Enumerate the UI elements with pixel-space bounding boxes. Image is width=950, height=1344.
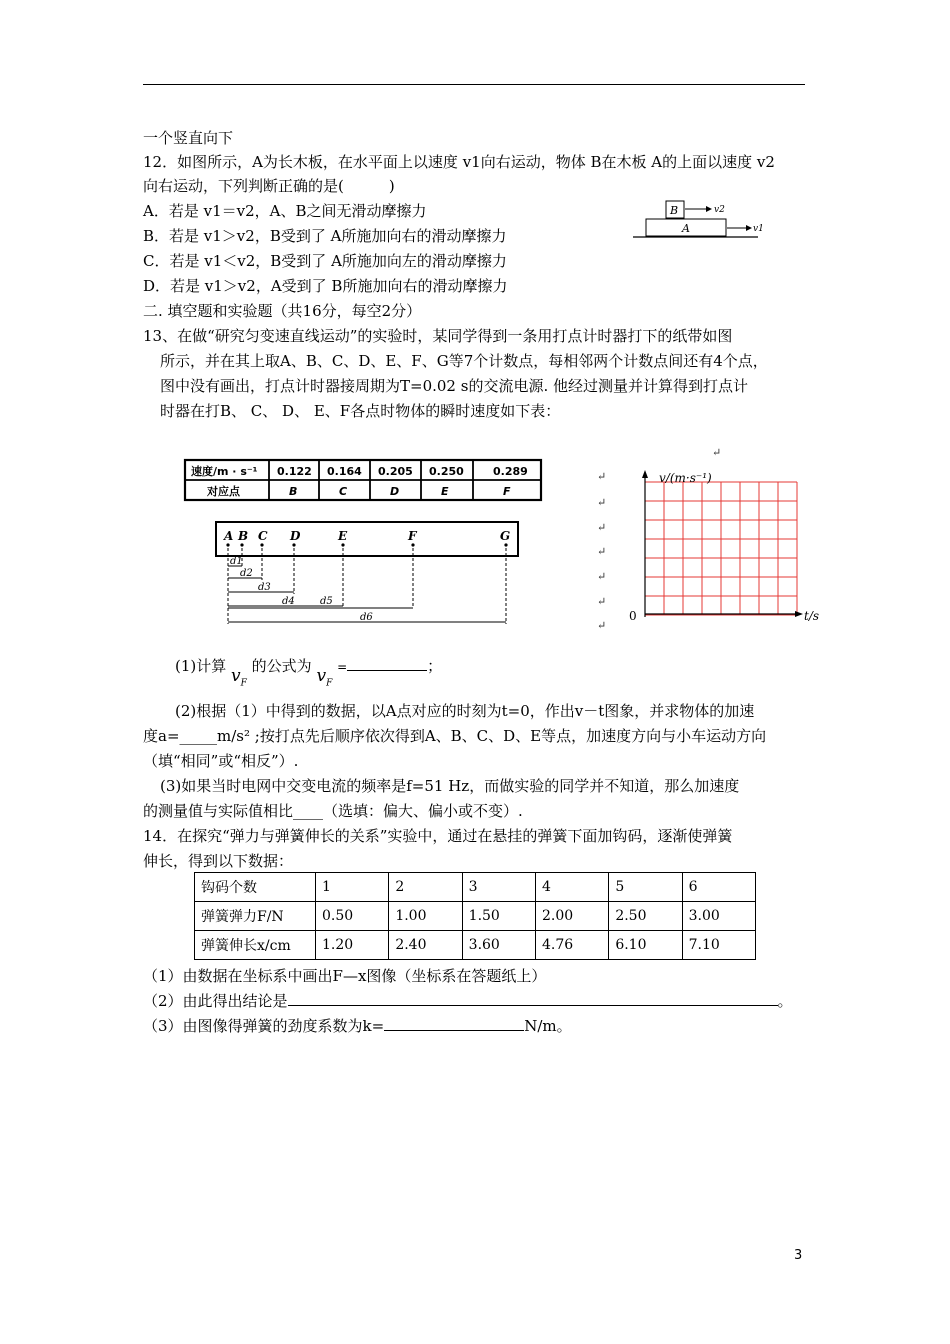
q13-part3-line2: 的测量值与实际值相比____（选填：偏大、偏小或不变）.	[143, 802, 523, 820]
table-cell: 0.50	[316, 902, 389, 931]
point-e: E	[441, 485, 449, 498]
return-mark: ↵	[712, 446, 722, 459]
table-row	[195, 902, 756, 931]
q12-option-a: A．若是 v1＝v2，A、B之间无滑动摩擦力	[143, 202, 427, 220]
tape-d1: d1	[230, 556, 243, 567]
tape-d6: d6	[360, 612, 373, 623]
tape-d5: d5	[320, 596, 333, 607]
tape-a: A	[224, 529, 234, 543]
q13-part1-eq: =	[337, 660, 348, 674]
q13-part3-line1: (3)如果当时电网中交变电流的频率是f=51 Hz，而做实验的同学并不知道，那么加速度	[160, 777, 740, 795]
q14-part3-blank[interactable]	[384, 1016, 524, 1031]
q13-part1	[175, 656, 443, 689]
v2-label: v2	[714, 205, 725, 215]
q13-vt-graph	[625, 462, 825, 627]
q12-option-c: C．若是 v1＜v2，B受到了 A所施加向左的滑动摩擦力	[143, 252, 507, 270]
table-cell: 弹簧弹力F/N	[195, 902, 316, 931]
q14-data-table	[194, 872, 756, 960]
q14-part3-end: N/m。	[524, 1017, 572, 1035]
speed-b: 0.122	[277, 465, 312, 478]
table-cell: 4.76	[535, 931, 608, 960]
q13-part2-line3: （填“相同”或“相反”）.	[143, 752, 299, 770]
tape-c: C	[258, 529, 268, 543]
speed-d: 0.205	[378, 465, 413, 478]
tape-d: D	[290, 529, 301, 543]
q14-part2	[143, 991, 793, 1011]
q13-part1-blank[interactable]	[347, 656, 427, 671]
section-2-heading: 二. 填空题和实验题（共16分，每空2分）	[143, 302, 422, 320]
return-mark: ↵	[597, 521, 607, 534]
q13-part2-line1: (2)根据（1）中得到的数据，以A点对应的时刻为t=0，作出v－t图象，并求物体的加速	[175, 702, 755, 720]
q13-part1-end: ；	[427, 657, 443, 675]
v1-label: v1	[753, 224, 764, 234]
q14-stem-line2: 伸长，得到以下数据：	[143, 852, 294, 870]
tape-f: F	[408, 529, 417, 543]
q14-part2-end: 。	[777, 992, 793, 1010]
return-mark: ↵	[597, 545, 607, 558]
tape-d3: d3	[258, 582, 271, 593]
vf-symbol	[316, 666, 333, 689]
table-cell: 2.50	[609, 902, 682, 931]
header-rule	[143, 84, 805, 85]
q12-option-b: B．若是 v1＞v2，B受到了 A所施加向右的滑动摩擦力	[143, 227, 507, 245]
table-cell: 4	[535, 873, 608, 902]
graph-origin: 0	[629, 609, 637, 623]
q14-part2-prefix: （2）由此得出结论是	[143, 992, 288, 1010]
q14-part2-blank[interactable]	[288, 991, 778, 1006]
return-mark: ↵	[597, 570, 607, 583]
return-mark: ↵	[597, 470, 607, 483]
tape-e: E	[338, 529, 348, 543]
board-a-label: A	[682, 222, 690, 235]
table-cell: 3.00	[682, 902, 755, 931]
q13-speed-table	[183, 458, 545, 504]
q14-part3	[143, 1016, 572, 1036]
q12-figure	[628, 195, 768, 243]
q13-part2-line2: 度a=_____m/s² ;按打点先后顺序依次得到A、B、C、D、E等点，加速度方向与小车运动方向	[143, 727, 767, 745]
graph-x-label: t/s	[804, 609, 820, 623]
q14-stem-line1: 14．在探究“弹力与弹簧伸长的关系”实验中，通过在悬挂的弹簧下面加钩码，逐渐使弹簧	[143, 827, 733, 845]
speed-f: 0.289	[493, 465, 528, 478]
q13-stem-line2: 所示，并在其上取A、B、C、D、E、F、G等7个计数点，每相邻两个计数点间还有4个点，	[160, 352, 768, 370]
tape-b: B	[238, 529, 249, 543]
q14-part3-prefix: （3）由图像得弹簧的劲度系数为k=	[143, 1017, 385, 1035]
speed-e: 0.250	[429, 465, 464, 478]
return-mark: ↵	[597, 595, 607, 608]
table-cell: 2.40	[389, 931, 462, 960]
q13-stem-line1: 13、在做“研究匀变速直线运动”的实验时，某同学得到一条用打点计时器打下的纸带如图	[143, 327, 733, 345]
tape-g: G	[500, 529, 511, 543]
q12-stem-line2: 向右运动，下列判断正确的是( )	[143, 177, 395, 195]
q13-part1-mid: 的公式为	[251, 657, 312, 675]
table-row	[195, 931, 756, 960]
vf-symbol	[231, 666, 247, 689]
q13-stem-line4: 时器在打B、 C、 D、 E、F各点时物体的瞬时速度如下表：	[160, 402, 561, 420]
table-cell: 5	[609, 873, 682, 902]
block-b-label: B	[670, 204, 679, 217]
table-cell: 弹簧伸长x/cm	[195, 931, 316, 960]
return-mark: ↵	[597, 619, 607, 632]
q14-part1: （1）由数据在坐标系中画出F—x图像（坐标系在答题纸上）	[143, 967, 547, 985]
q11-tail: 一个竖直向下	[143, 129, 234, 147]
table-cell: 3	[462, 873, 535, 902]
vf-sub: F	[240, 678, 247, 689]
table-cell: 1.50	[462, 902, 535, 931]
q13-stem-line3: 图中没有画出，打点计时器接周期为T=0.02 s的交流电源. 他经过测量并计算得到打点计	[160, 377, 748, 395]
vf-var: v	[316, 666, 327, 686]
q13-paper-tape	[210, 518, 526, 628]
q12-stem-line1: 12．如图所示，A为长木板，在水平面上以速度 v1向右运动，物体 B在木板 A的上面以速度 v2	[143, 153, 775, 171]
vf-var: v	[231, 666, 241, 686]
point-c: C	[339, 485, 348, 498]
point-b: B	[289, 485, 298, 498]
table-cell: 6.10	[609, 931, 682, 960]
point-d: D	[390, 485, 400, 498]
page-number: 3	[794, 1248, 803, 1263]
point-f: F	[503, 485, 511, 498]
graph-y-label: v/(m·s⁻¹)	[659, 471, 712, 485]
table-cell: 钩码个数	[195, 873, 316, 902]
table-cell: 6	[682, 873, 755, 902]
speed-c: 0.164	[327, 465, 362, 478]
table-cell: 1	[316, 873, 389, 902]
point-row-header: 对应点	[207, 485, 240, 498]
q12-option-d: D．若是 v1＞v2，A受到了 B所施加向右的滑动摩擦力	[143, 277, 508, 295]
table-row	[195, 873, 756, 902]
table-cell: 1.20	[316, 931, 389, 960]
vf-sub: F	[326, 678, 333, 689]
table-cell: 1.00	[389, 902, 462, 931]
q13-part1-prefix: (1)计算	[175, 657, 227, 675]
return-mark: ↵	[597, 496, 607, 509]
table-cell: 7.10	[682, 931, 755, 960]
table-cell: 3.60	[462, 931, 535, 960]
table-cell: 2.00	[535, 902, 608, 931]
tape-d4: d4	[282, 596, 295, 607]
speed-row-header: 速度/m · s⁻¹	[191, 465, 258, 478]
tape-d2: d2	[240, 568, 253, 579]
table-cell: 2	[389, 873, 462, 902]
graph-grid	[645, 482, 797, 615]
